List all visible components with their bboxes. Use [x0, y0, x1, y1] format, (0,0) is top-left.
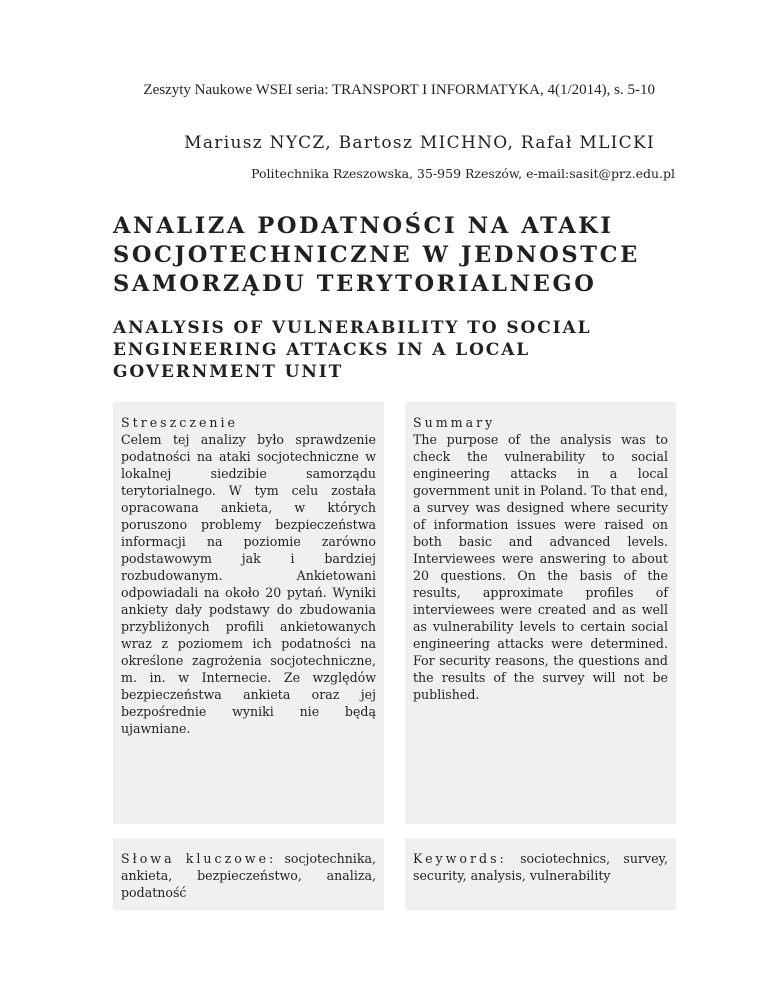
title-polish: ANALIZA PODATNOŚCI NA ATAKI SOCJOTECHNICZNE W JEDNOSTCE SAMORZĄDU TERYTORIALNEGO [113, 213, 640, 297]
keywords-english [405, 838, 676, 910]
authors: Mariusz NYCZ, Bartosz MICHNO, Rafał MLICKI [184, 133, 655, 153]
keywords-polish-label: Słowa kluczowe: [121, 851, 277, 866]
abstract-polish [113, 402, 384, 824]
affiliation: Politechnika Rzeszowska, 35-959 Rzeszów, e-mail:sasit@prz.edu.pl [251, 166, 675, 181]
keywords-english-label: Keywords: [413, 851, 507, 866]
keywords-polish [113, 838, 384, 910]
abstract-english [405, 402, 676, 824]
abstract-english-heading: Summary [413, 415, 496, 430]
keywords-english-text: sociotechnics, survey, security, analysis, vulnerability [413, 851, 668, 883]
abstract-polish-heading: Streszczenie [121, 415, 238, 430]
abstract-polish-text: Celem tej analizy było sprawdzenie podatności na ataki socjotechniczne w lokalnej siedzibie samorządu terytorialnego. W tym celu została opracowana ankieta, w których poruszono problemy bezpieczeństwa informacji na poziomie zarówno podstawowym jak i bardziej rozbudowanym. Ankietowani odpowiadali na około 20 pytań. Wyniki ankiety dały podstawy do zbudowania przybliżonych profili ankietowanych wraz z poziomem ich podatności na określone zagrożenia socjotechniczne, m. in. w Internecie. Ze względów bezpieczeństwa ankieta oraz jej bezpośrednie wyniki nie będą ujawniane. [121, 432, 376, 736]
journal-header: Zeszyty Naukowe WSEI seria: TRANSPORT I INFORMATYKA, 4(1/2014), s. 5-10 [143, 82, 655, 98]
title-english: ANALYSIS OF VULNERABILITY TO SOCIAL ENGINEERING ATTACKS IN A LOCAL GOVERNMENT UNIT [113, 318, 592, 382]
abstract-english-text: The purpose of the analysis was to check the vulnerability to social engineering attacks in a local government unit in Poland. To that end, a survey was designed where security of information issues were raised on both basic and advanced levels. Interviewees were answering to about 20 questions. On the basis of the results, approximate profiles of interviewees were created and as well as vulnerability levels to certain social engineering attacks were determined. For security reasons, the questions and the results of the survey will not be published. [413, 432, 668, 702]
keywords-polish-text: socjotechnika, ankieta, bezpieczeństwo, analiza, podatność [121, 851, 376, 900]
